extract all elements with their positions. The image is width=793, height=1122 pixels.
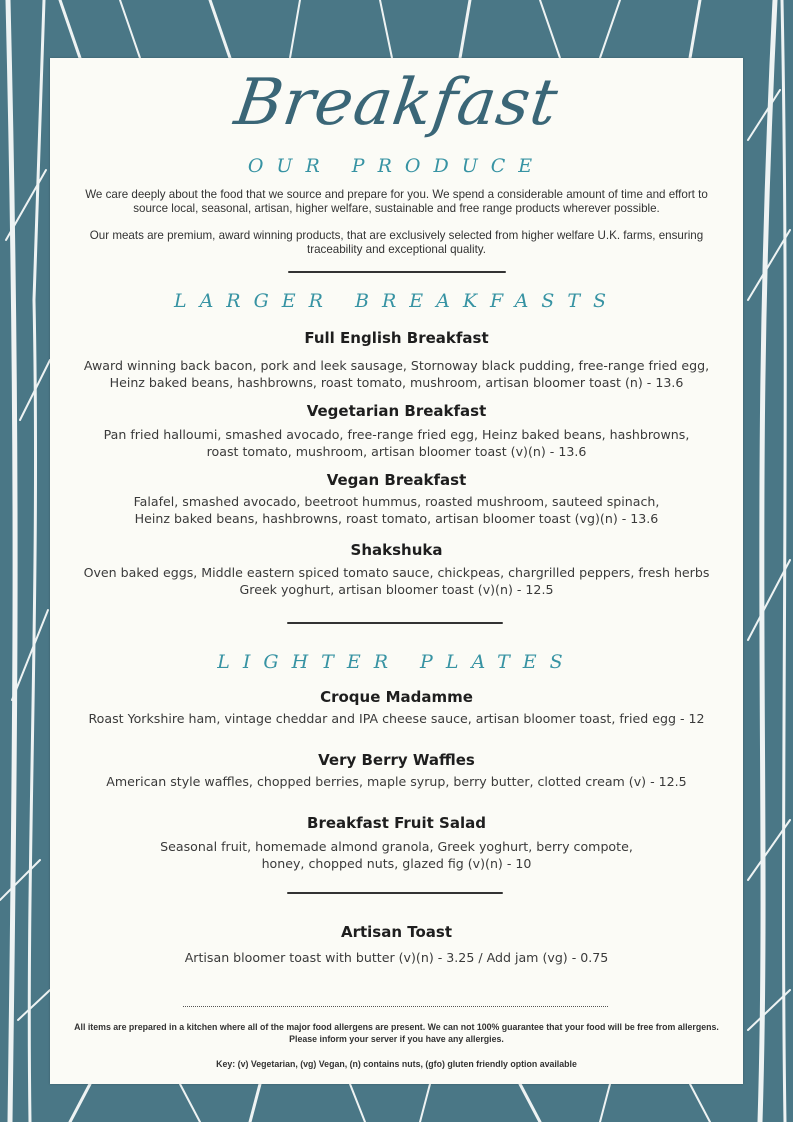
allergen-notice: All items are prepared in a kitchen where all of the major food allergens are present. We can not 100% guarantee that your food will be free from allergens. Please inform your server if you have any allergies. — [74, 1022, 719, 1044]
section-heading-larger-breakfasts: LARGER BREAKFASTS — [173, 290, 620, 312]
dish-name: Vegan Breakfast — [326, 471, 467, 489]
section-heading-lighter-plates: LIGHTER PLATES — [217, 651, 576, 673]
dish-description: Seasonal fruit, homemade almond granola, Greek yoghurt, berry compote, — [160, 839, 633, 854]
dotted-divider — [183, 1006, 608, 1007]
dish-name: Croque Madamme — [320, 688, 473, 706]
dish-description: Greek yoghurt, artisan bloomer toast (v)(n) - 12.5 — [239, 582, 554, 597]
dish-description: Heinz baked beans, hashbrowns, roast tomato, artisan bloomer toast (vg)(n) - 13.6 — [134, 511, 659, 526]
dish-description: roast tomato, mushroom, artisan bloomer toast (v)(n) - 13.6 — [206, 444, 587, 459]
dish-description: Oven baked eggs, Middle eastern spiced tomato sauce, chickpeas, chargrilled peppers, fresh herbs — [83, 565, 710, 580]
dish-name: Very Berry Waffles — [318, 751, 475, 769]
dish-name: Full English Breakfast — [304, 329, 489, 347]
dish-description: Heinz baked beans, hashbrowns, roast tomato, mushroom, artisan bloomer toast (n) - 13.6 — [109, 375, 684, 390]
dish-description: Pan fried halloumi, smashed avocado, free-range fried egg, Heinz baked beans, hashbrowns, — [103, 427, 690, 442]
dish-description: honey, chopped nuts, glazed fig (v)(n) - 10 — [261, 856, 532, 871]
divider — [287, 622, 503, 624]
menu-title: Breakfast — [230, 66, 563, 140]
dish-name: Shakshuka — [350, 541, 443, 559]
dish-description: Roast Yorkshire ham, vintage cheddar and IPA cheese sauce, artisan bloomer toast, fried egg - 12 — [88, 711, 705, 726]
divider — [288, 271, 506, 273]
dish-name: Artisan Toast — [340, 923, 453, 941]
dish-description: Award winning back bacon, pork and leek sausage, Stornoway black pudding, free-range fried egg, — [83, 358, 710, 373]
produce-paragraph-2: Our meats are premium, award winning products, that are exclusively selected from higher welfare U.K. farms, ensuring traceability and exceptional quality. — [89, 229, 704, 256]
dish-name: Vegetarian Breakfast — [306, 402, 487, 420]
dish-description: Falafel, smashed avocado, beetroot hummus, roasted mushroom, sauteed spinach, — [133, 494, 660, 509]
divider — [287, 892, 503, 894]
dish-description: Artisan bloomer toast with butter (v)(n) - 3.25 / Add jam (vg) - 0.75 — [184, 950, 609, 965]
menu-card — [50, 58, 743, 1084]
dish-name: Breakfast Fruit Salad — [307, 814, 486, 832]
dish-description: American style waffles, chopped berries, maple syrup, berry butter, clotted cream (v) - 12.5 — [106, 774, 687, 789]
produce-paragraph-1: We care deeply about the food that we source and prepare for you. We spend a considerable amount of time and effort to source local, seasonal, artisan, higher welfare, sustainable and free range products wherever possible. — [85, 188, 708, 215]
dietary-key: Key: (v) Vegetarian, (vg) Vegan, (n) contains nuts, (gfo) gluten friendly option available — [216, 1059, 577, 1069]
section-heading-our-produce: OUR PRODUCE — [247, 155, 546, 177]
